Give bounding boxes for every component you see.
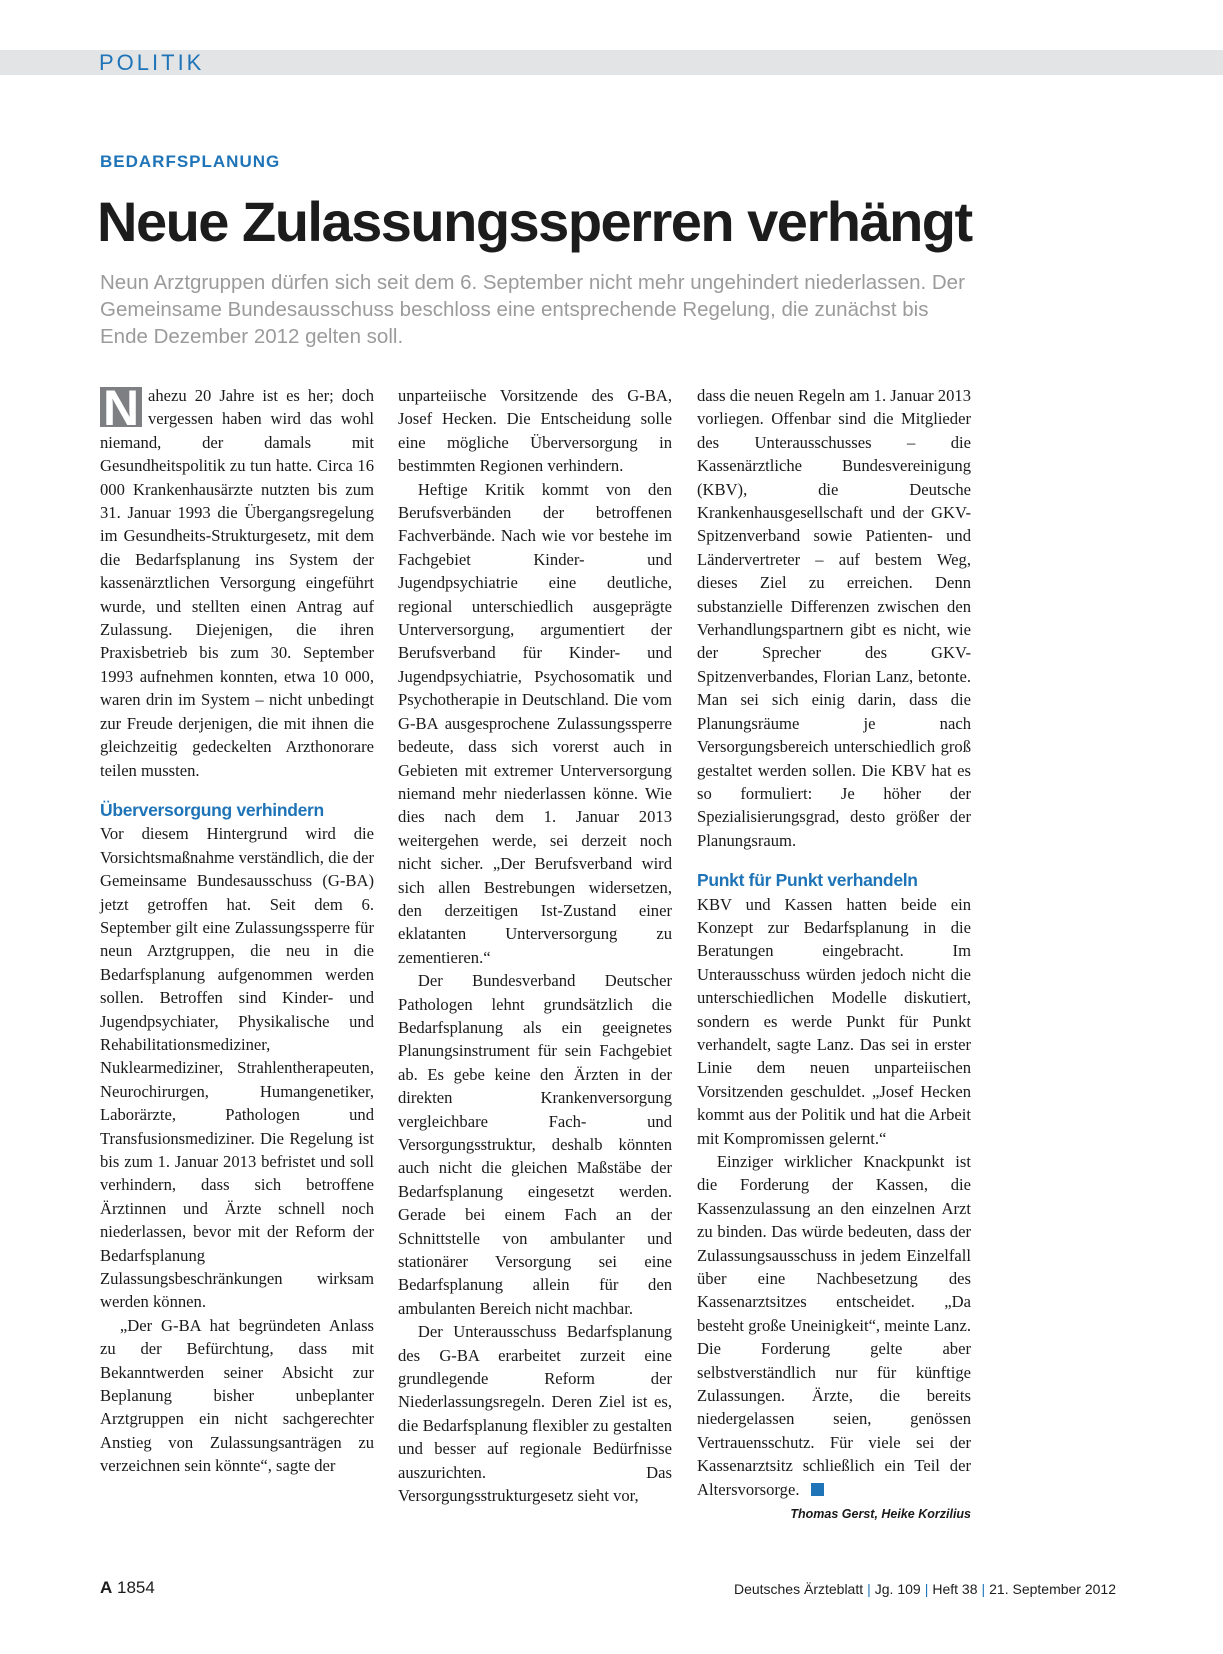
paragraph: Der Unterausschuss Bedarfsplanung des G-BA erarbeitet zurzeit eine grundlegende Reform der Niederlassungsregeln. Deren Ziel ist es, die Bedarfsplanung flexibler zu gestalten und besser auf regionale Bedürfnisse auszurichten. Das Versorgungsstrukturgesetz sieht vor, bbox=[398, 1322, 672, 1506]
paragraph: KBV und Kassen hatten beide ein Konzept zur Bedarfsplanung in die Beratungen eingebracht. Im Unterausschuss würden jedoch nicht die unterschiedlichen Modelle diskutiert, sondern es werde Punkt für Punkt verhandelt, sagte Lanz. Das sei in erster Linie dem neuen unparteiischen Vorsitzenden geschuldet. „Josef Hecken kommt aus der Politik und hat die Arbeit mit Kompromissen gelernt.“ bbox=[697, 894, 971, 1148]
journal-info bbox=[734, 1581, 1116, 1597]
paragraph: unparteiische Vorsitzende des G-BA, Josef Hecken. Die Entscheidung solle eine mögliche Überversorgung in bestimmten Regionen verhindern. bbox=[398, 386, 672, 476]
article-column-3 bbox=[697, 384, 971, 1527]
separator: | bbox=[867, 1581, 871, 1597]
separator: | bbox=[981, 1581, 986, 1597]
subheading-ueberversorgung: Überversorgung verhindern bbox=[100, 799, 324, 820]
journal-name: Deutsches Ärzteblatt bbox=[733, 1581, 864, 1597]
article-authors: Thomas Gerst, Heike Korzilius bbox=[790, 1507, 971, 1522]
first-paragraph bbox=[100, 380, 374, 782]
last-paragraph bbox=[697, 1150, 971, 1501]
page-prefix: A bbox=[100, 1578, 113, 1597]
paragraph: „Der G-BA hat begründeten Anlass zu der Befürchtung, dass mit Bekanntwerden seiner Absicht zur Beplanung bisher unbeplanter Arztgruppen ein nicht sachgerechter Anstieg von Zulassungsanträgen zu verzeichnen sein könnte“, sagte der bbox=[100, 1315, 374, 1476]
article-column-1 bbox=[100, 380, 374, 1478]
drop-cap: N bbox=[100, 387, 142, 427]
paragraph-text: Einziger wirklicher Knackpunkt ist die Forderung der Kassen, die Kassenzulassung an den einzelnen Arzt zu binden. Das würde bedeuten, dass der Zulassungsausschuss in jedem Einzelfall über eine Nachbesetzung des Kassenarztsitzes entscheidet. „Da besteht große Uneinigkeit“, meinte Lanz. Die Forderung gelte aber selbstverständlich nur für künftige Zulassungen. Ärzte, die bereits niedergelassen seien, genössen Vertrauensschutz. Für viele sei der Kassenarztsitz schließlich ein Teil der Altersvorsorge. bbox=[697, 1152, 971, 1499]
paragraph: Vor diesem Hintergrund wird die Vorsichtsmaßnahme verständlich, die der Gemeinsame Bundesausschuss (G-BA) jetzt getroffen hat. Seit dem 6. September gilt eine Zulassungssperre für neun Arztgruppen, die neu in die Bedarfsplanung aufgenommen werden sollen. Betroffen sind Kinder- und Jugendpsychiater, Physikalische und Rehabilitationsmediziner, Nuklearmediziner, Strahlentherapeuten, Neurochirurgen, Humangenetiker, Laborärzte, Pathologen und Transfusionsmediziner. Die Regelung ist bis zum 1. Januar 2013 befristet und soll verhindern, dass sich betroffene Ärztinnen und Ärzte schnell noch niederlassen, bevor mit der Reform der Bedarfsplanung Zulassungsbeschränkungen wirksam werden können. bbox=[100, 824, 374, 1312]
article-title: Neue Zulassungssperren verhängt bbox=[97, 190, 972, 253]
page-number bbox=[100, 1578, 155, 1598]
article-column-2 bbox=[398, 384, 672, 1508]
page-number-value: 1854 bbox=[117, 1578, 155, 1597]
separator: | bbox=[924, 1581, 929, 1597]
journal-issue: Heft 38 bbox=[932, 1581, 978, 1597]
subheading-punkt-fuer-punkt: Punkt für Punkt verhandeln bbox=[697, 870, 918, 891]
paragraph: Heftige Kritik kommt von den Berufsverbänden der betroffenen Fachverbände. Nach wie vor bestehe im Fachgebiet Kinder- und Jugendpsychiatrie eine deutliche, regional unterschiedlich ausgeprägte Unterversorgung, argumentiert der Berufsverband für Kinder- und Jugendpsychiatrie, Psychosomatik und Psychotherapie in Deutschland. Die vom G-BA ausgesprochene Zulassungssperre bedeute, dass sich vorerst auch in Gebieten mit extremer Unterversorgung niemand mehr niederlassen könne. Wie dies nach dem 1. Januar 2013 weitergehen werde, sei derzeit noch nicht sicher. „Der Berufsverband wird sich allen Bestrebungen widersetzen, den derzeitigen Ist-Zustand einer eklatanten Unterversorgung zu zementieren.“ bbox=[398, 479, 672, 967]
article-lead: Neun Arztgruppen dürfen sich seit dem 6. September nicht mehr ungehindert niederlassen. Der Gemeinsame Bundesausschuss beschloss eine entsprechende Regelung, die zunächst bis Ende Dezember 2012 gelten soll. bbox=[100, 271, 965, 348]
end-mark-icon bbox=[811, 1483, 824, 1496]
paragraph-text: ahezu 20 Jahre ist es her; doch vergessen haben wird das wohl niemand, der damals mit Gesundheitspolitik zu tun hatte. Circa 16 000 Krankenhausärzte nutzten bis zum 31. Januar 1993 die Übergangsregelung im Gesundheits-Strukturgesetz, mit dem die Bedarfsplanung ins System der kassenärztlichen Versorgung eingeführt wurde, und stellten einen Antrag auf Zulassung. Diejenigen, die ihren Praxisbetrieb bis zum 30. September 1993 aufnehmen konnten, etwa 10 000, waren drin im System – nicht unbedingt zur Freude derjenigen, die mit ihnen die gleichzeitig gedeckelten Arzthonorare teilen mussten. bbox=[100, 386, 374, 780]
article-kicker: BEDARFSPLANUNG bbox=[100, 152, 281, 171]
paragraph: dass die neuen Regeln am 1. Januar 2013 vorliegen. Offenbar sind die Mitglieder des Unterausschusses – die Kassenärztliche Bundesvereinigung (KBV), die Deutsche Krankenhausgesellschaft und der GKV-Spitzenverband sowie Patienten- und Ländervertreter – auf bestem Weg, dieses Ziel zu erreichen. Denn substanzielle Differenzen zwischen den Verhandlungspartnern gibt es nicht, wie der Sprecher des GKV-Spitzenverbandes, Florian Lanz, betonte. Man sei sich einig darin, dass die Planungsräume je nach Versorgungsbereich unterschiedlich groß gestaltet werden sollen. Die KBV hat es so formuliert: Je höher der Spezialisierungsgrad, desto größer der Planungsraum. bbox=[697, 386, 971, 850]
paragraph: Der Bundesverband Deutscher Pathologen lehnt grundsätzlich die Bedarfsplanung als ein geeignetes Planungsinstrument für sein Fachgebiet ab. Es gebe keine den Ärzten in der direkten Krankenversorgung vergleichbare Fach- und Versorgungsstruktur, deshalb könnten auch nicht die gleichen Maßstäbe der Bedarfsplanung eingesetzt werden. Gerade bei einem Fach an der Schnittstelle von ambulanter und stationärer Versorgung sei eine Bedarfsplanung allein für den ambulanten Bereich nicht machbar. bbox=[398, 971, 672, 1318]
section-label: POLITIK bbox=[99, 50, 205, 75]
journal-date: 21. September 2012 bbox=[989, 1581, 1116, 1597]
journal-volume: Jg. 109 bbox=[874, 1581, 921, 1597]
